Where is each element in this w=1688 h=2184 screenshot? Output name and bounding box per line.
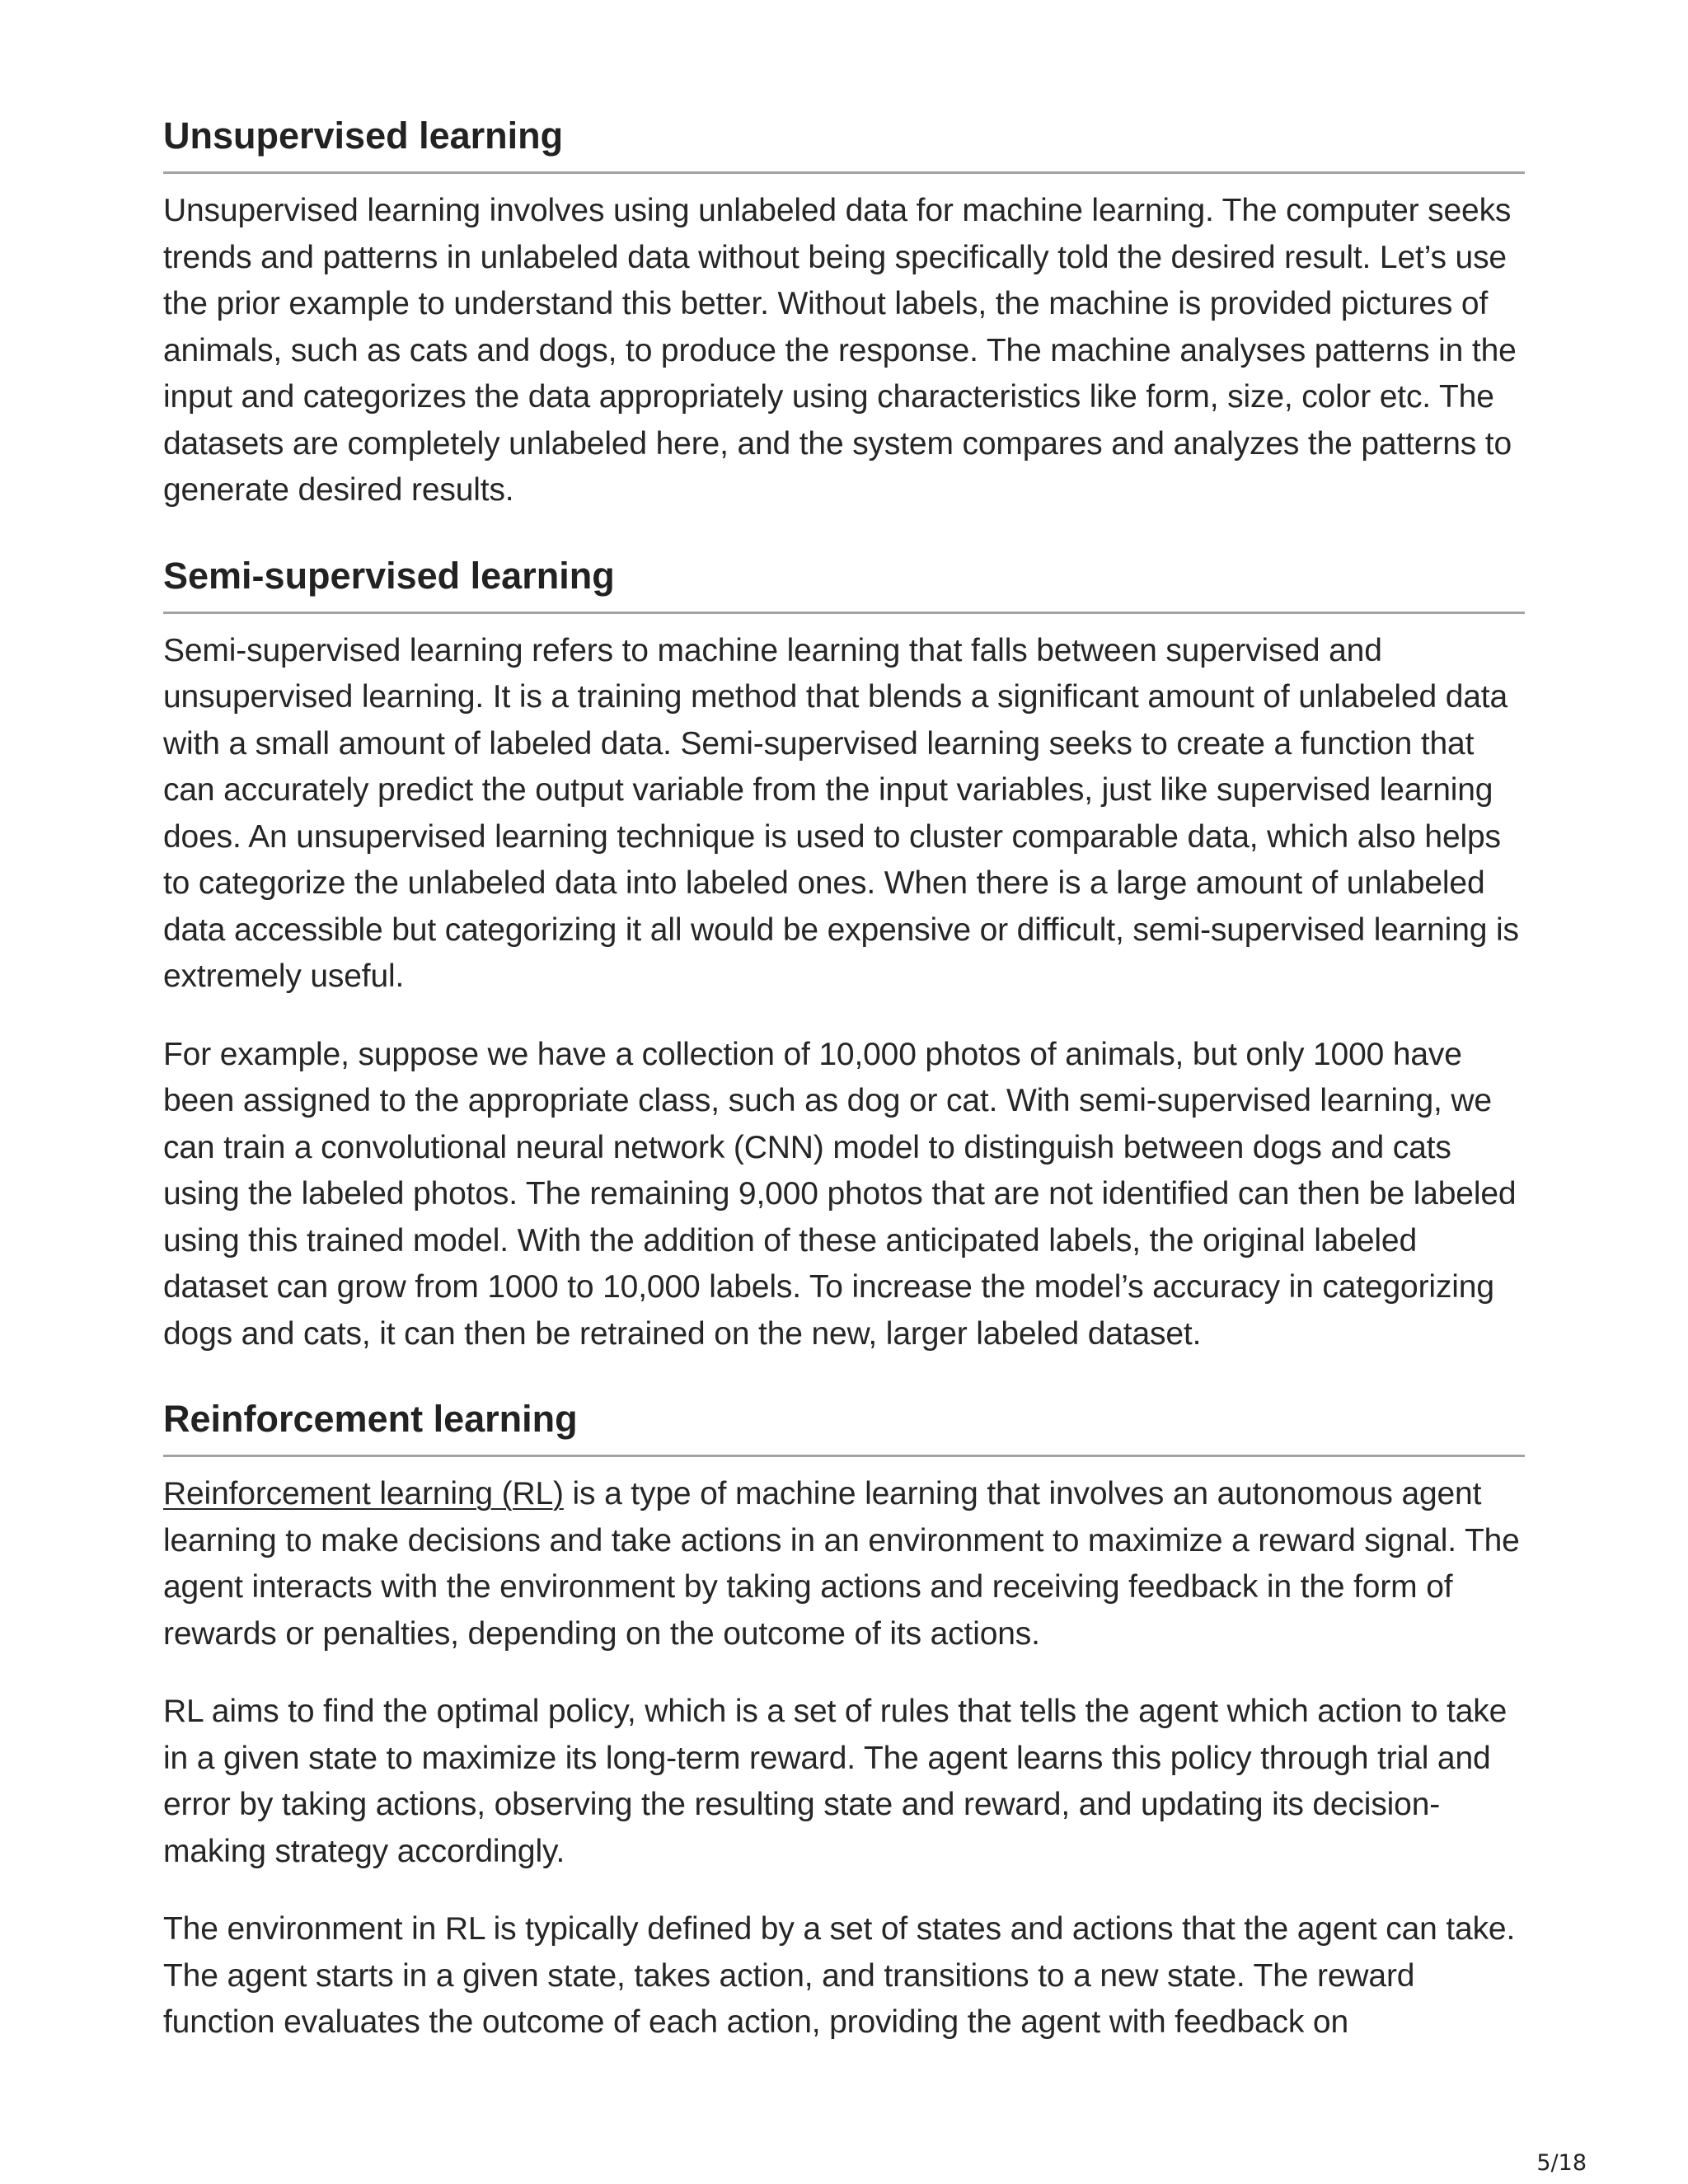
paragraph-semi-supervised-1: Semi-supervised learning refers to machine learning that falls between supervised and unsupervised learning. It is a training method that blends a significant amount of unlabeled data with a small amount of labeled data. Semi-supervised learning seeks to create a function that can accurately predict the output variable from the input variables, just like supervised learning does. An unsupervised learning technique is used to cluster comparable data, which also helps to categorize the unlabeled data into labeled ones. When there is a large amount of unlabeled data accessible but categorizing it all would be expensive or difficult, semi-supervised learning is extremely useful. xyxy=(163,632,1519,994)
reinforcement-learning-link[interactable]: Reinforcement learning (RL) xyxy=(163,1476,564,1511)
section-heading-semi-supervised: Semi-supervised learning xyxy=(163,551,1525,614)
article-content xyxy=(163,110,1525,2046)
section-heading-unsupervised: Unsupervised learning xyxy=(163,110,1525,174)
section-heading-reinforcement: Reinforcement learning xyxy=(163,1394,1525,1457)
paragraph-unsupervised-1: Unsupervised learning involves using unlabeled data for machine learning. The computer seeks trends and patterns in unlabeled data without being specifically told the desired result. Let’s use the prior example to understand this better. Without labels, the machine is provided pictures of animals, such as cats and dogs, to produce the response. The machine analyses patterns in the input and categorizes the data appropriately using characteristics like form, size, color etc. The datasets are completely unlabeled here, and the system compares and analyzes the patterns to generate desired results. xyxy=(163,193,1517,508)
paragraph-reinforcement-3: The environment in RL is typically defined by a set of states and actions that the agent can take. The agent starts in a given state, takes action, and transitions to a new state. The reward function evaluates the outcome of each action, providing the agent with feedback on xyxy=(163,1911,1516,2040)
page-number: 5/18 xyxy=(1536,2150,1587,2176)
paragraph-reinforcement-1-text: is a type of machine learning that involves an autonomous agent learning to make decisions and take actions in an environment to maximize a reward signal. The agent interacts with the environment by taking actions and receiving feedback in the form of rewards or penalties, depending on the outcome of its actions. xyxy=(163,1476,1520,1652)
paragraph-reinforcement-1 xyxy=(163,1471,1525,1657)
paragraph-reinforcement-2: RL aims to find the optimal policy, which is a set of rules that tells the agent which action to take in a given state to maximize its long-term reward. The agent learns this policy through trial and error by taking actions, observing the resulting state and reward, and updating its decision-making strategy accordingly. xyxy=(163,1694,1507,1869)
paragraph-semi-supervised-2: For example, suppose we have a collection of 10,000 photos of animals, but only 1000 have been assigned to the appropriate class, such as dog or cat. With semi-supervised learning, we can train a convolutional neural network (CNN) model to distinguish between dogs and cats using the labeled photos. The remaining 9,000 photos that are not identified can then be labeled using this trained model. With the addition of these anticipated labels, the original labeled dataset can grow from 1000 to 10,000 labels. To increase the model’s accuracy in categorizing dogs and cats, it can then be retrained on the new, larger labeled dataset. xyxy=(163,1036,1517,1352)
